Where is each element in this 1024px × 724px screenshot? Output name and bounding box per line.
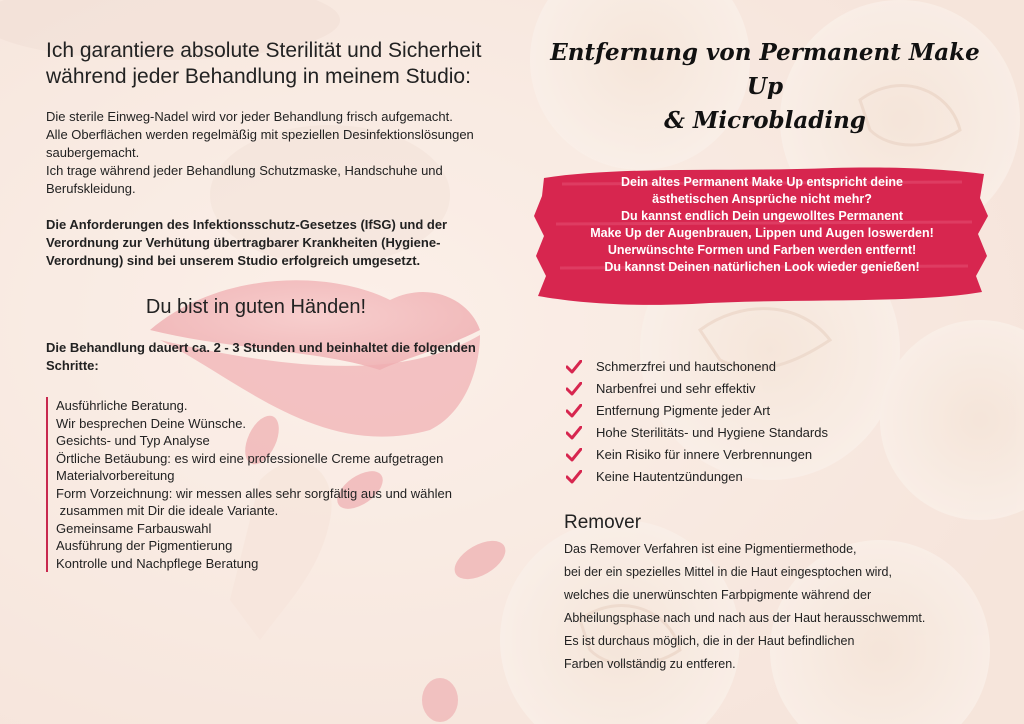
hygiene-line: Die sterile Einweg-Nadel wird vor jeder Behandlung frisch aufgemacht. xyxy=(46,109,453,124)
hygiene-line: Ich trage während jeder Behandlung Schutzmaske, Handschuhe und Berufskleidung. xyxy=(46,163,443,196)
step-item: Gesichts- und Typ Analyse xyxy=(56,433,210,448)
checklist-item xyxy=(566,400,990,422)
checklist-label: Kein Risiko für innere Verbrennungen xyxy=(596,447,813,462)
step-item: Form Vorzeichnung: wir messen alles sehr sorgfältig aus und wählen xyxy=(56,485,452,501)
good-hands-tagline: Du bist in guten Händen! xyxy=(145,296,367,318)
step-item: Materialvorbereitung xyxy=(56,468,175,483)
right-column xyxy=(540,36,990,676)
checklist-label: Hohe Sterilitäts- und Hygiene Standards xyxy=(596,425,828,440)
check-icon xyxy=(566,470,582,484)
title-line-2: & Microblading xyxy=(664,107,866,134)
banner-text xyxy=(532,174,992,276)
law-compliance-text: Die Anforderungen des Infektionsschutz-Gesetzes (IfSG) und der Verordnung zur Verhütung übertragbarer Krankheiten (Hygiene-Verordnung) sind bei unserem Studio erfolgreich umgesetzt. xyxy=(46,217,448,268)
removal-title xyxy=(540,36,990,138)
hygiene-block xyxy=(46,108,486,198)
remover-line: Abheilungsphase nach und nach aus der Haut herausschwemmt. xyxy=(564,611,926,625)
pink-brush-banner xyxy=(532,164,992,314)
checklist-item xyxy=(566,378,990,400)
banner-line: Unerwünschte Formen und Farben werden entfernt! xyxy=(607,243,917,257)
checklist-label: Entfernung Pigmente jeder Art xyxy=(596,403,771,418)
checklist-item xyxy=(566,466,990,488)
checklist-item xyxy=(566,356,990,378)
check-icon xyxy=(566,448,582,462)
checklist-label: Keine Hautentzündungen xyxy=(596,469,743,484)
treatment-steps-list xyxy=(46,397,486,572)
checklist-item xyxy=(566,422,990,444)
banner-line: ästhetischen Ansprüche nicht mehr? xyxy=(652,192,872,206)
step-item: Kontrolle und Nachpflege Beratung xyxy=(56,555,259,571)
step-item: Ausführliche Beratung. xyxy=(56,398,188,413)
remover-heading: Remover xyxy=(564,512,642,533)
check-icon xyxy=(566,382,582,396)
step-item: Örtliche Betäubung: es wird eine professionelle Creme aufgetragen xyxy=(56,450,444,466)
checklist-label: Schmerzfrei und hautschonend xyxy=(596,359,776,374)
remover-line: Farben vollständig zu entferen. xyxy=(564,657,736,671)
checklist-item xyxy=(566,444,990,466)
title-line-1: Entfernung von Permanent Make Up xyxy=(550,39,980,100)
duration-text: Die Behandlung dauert ca. 2 - 3 Stunden und beinhaltet die folgenden Schritte: xyxy=(46,340,476,373)
step-item: Wir besprechen Deine Wünsche. xyxy=(56,415,247,431)
step-item: Ausführung der Pigmentierung xyxy=(56,538,233,553)
remover-line: Es ist durchaus möglich, die in der Haut befindlichen xyxy=(564,634,855,648)
left-column xyxy=(46,38,486,572)
remover-line: Das Remover Verfahren ist eine Pigmentiermethode, xyxy=(564,542,857,556)
check-icon xyxy=(566,426,582,440)
check-icon xyxy=(566,404,582,418)
banner-line: Du kannst Deinen natürlichen Look wieder genießen! xyxy=(604,260,920,274)
banner-line: Dein altes Permanent Make Up entspricht deine xyxy=(620,175,904,189)
sterility-heading: Ich garantiere absolute Sterilität und Sicherheit während jeder Behandlung in meinem Studio: xyxy=(46,39,482,88)
benefits-checklist xyxy=(566,356,990,488)
remover-line: welches die unerwünschten Farbpigmente während der xyxy=(564,588,872,602)
remover-description xyxy=(540,538,990,676)
check-icon xyxy=(566,360,582,374)
checklist-label: Narbenfrei und sehr effektiv xyxy=(596,381,756,396)
step-item: Gemeinsame Farbauswahl xyxy=(56,520,212,536)
remover-line: bei der ein spezielles Mittel in die Haut eingesptochen wird, xyxy=(564,565,892,579)
banner-line: Make Up der Augenbrauen, Lippen und Augen loswerden! xyxy=(590,226,934,240)
hygiene-line: Alle Oberflächen werden regelmäßig mit speziellen Desinfektionslösungen saubergemacht. xyxy=(46,127,474,160)
step-item: zusammen mit Dir die ideale Variante. xyxy=(56,503,279,518)
banner-line: Du kannst endlich Dein ungewolltes Permanent xyxy=(621,209,903,223)
